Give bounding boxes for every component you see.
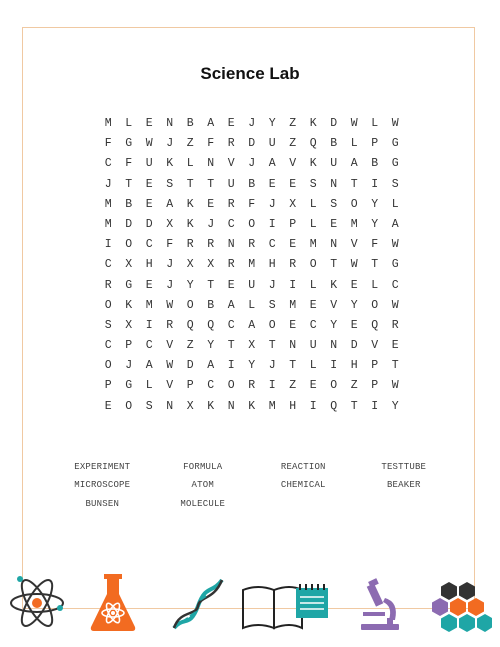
grid-letter: L <box>145 379 153 393</box>
grid-letter: T <box>207 278 215 292</box>
grid-letter: H <box>268 258 276 272</box>
grid-letter: K <box>309 157 317 171</box>
grid-letter: P <box>371 359 379 373</box>
grid-letter: F <box>104 137 112 151</box>
grid-letter: Y <box>268 117 276 130</box>
grid-letter: M <box>145 298 153 312</box>
grid-letter: J <box>207 217 215 231</box>
grid-letter: V <box>371 339 379 353</box>
grid-letter: V <box>330 298 338 312</box>
grid-letter: V <box>227 157 235 171</box>
grid-letter: A <box>227 298 235 312</box>
word-list-item: REACTION <box>280 462 326 472</box>
grid-letter: U <box>268 137 276 151</box>
grid-letter: W <box>166 359 174 373</box>
grid-letter: O <box>248 217 256 231</box>
grid-letter: L <box>309 217 317 231</box>
grid-letter: Q <box>207 318 215 332</box>
grid-letter: K <box>166 157 174 171</box>
grid-letter: K <box>125 298 133 312</box>
grid-letter: T <box>371 258 379 272</box>
grid-letter: D <box>330 117 338 130</box>
grid-letter: R <box>248 379 256 393</box>
grid-letter: F <box>207 137 215 151</box>
grid-letter: Y <box>248 359 256 373</box>
dna-icon <box>170 576 226 632</box>
grid-letter: E <box>391 339 399 353</box>
grid-letter: Z <box>186 339 194 353</box>
grid-letter: Z <box>186 137 194 151</box>
grid-letter: F <box>125 157 133 171</box>
grid-letter: T <box>207 177 215 191</box>
grid-letter: D <box>186 359 194 373</box>
grid-letter: I <box>289 278 297 292</box>
grid-letter: S <box>391 177 399 191</box>
grid-letter: R <box>186 238 194 252</box>
grid-letter: T <box>186 177 194 191</box>
grid-letter: I <box>309 399 317 413</box>
grid-letter: D <box>145 217 153 231</box>
grid-letter: W <box>166 298 174 312</box>
grid-letter: C <box>309 318 317 332</box>
grid-letter: Y <box>391 399 399 413</box>
grid-letter: N <box>330 339 338 353</box>
grid-letter: L <box>309 197 317 211</box>
grid-letter: R <box>391 318 399 332</box>
grid-letter: E <box>289 238 297 252</box>
grid-letter: L <box>248 298 256 312</box>
grid-letter: N <box>289 339 297 353</box>
grid-letter: O <box>186 298 194 312</box>
grid-letter: P <box>289 217 297 231</box>
grid-letter: B <box>186 117 194 130</box>
grid-letter: W <box>350 258 358 272</box>
word-list-item: BUNSEN <box>85 498 120 509</box>
grid-letter: S <box>166 177 174 191</box>
grid-letter: R <box>166 318 174 332</box>
grid-letter: P <box>371 379 379 393</box>
grid-letter: B <box>207 298 215 312</box>
grid-letter: Z <box>350 379 358 393</box>
grid-letter: Q <box>309 137 317 151</box>
grid-letter: I <box>227 359 235 373</box>
grid-letter: E <box>309 298 317 312</box>
letter-grid <box>98 114 406 417</box>
grid-letter: S <box>330 197 338 211</box>
grid-letter: E <box>145 117 153 130</box>
grid-letter: T <box>289 359 297 373</box>
grid-letter: O <box>125 238 133 252</box>
grid-letter: E <box>350 318 358 332</box>
grid-letter: V <box>289 157 297 171</box>
atom-icon <box>8 570 66 632</box>
grid-letter: L <box>309 359 317 373</box>
grid-letter: G <box>391 258 399 272</box>
grid-letter: J <box>104 177 112 191</box>
grid-letter: T <box>350 399 358 413</box>
grid-letter: M <box>248 258 256 272</box>
flask-icon <box>88 572 138 634</box>
microscope-icon <box>355 578 403 632</box>
grid-letter: R <box>227 258 235 272</box>
grid-letter: T <box>350 177 358 191</box>
grid-letter: K <box>248 399 256 413</box>
word-list-item: MOLECULE <box>180 498 226 509</box>
grid-letter: E <box>207 197 215 211</box>
grid-letter: C <box>145 238 153 252</box>
grid-letter: Z <box>289 137 297 151</box>
grid-letter: G <box>125 278 133 292</box>
grid-letter: M <box>104 217 112 231</box>
grid-letter: A <box>207 359 215 373</box>
grid-letter: S <box>309 177 317 191</box>
word-list-item: FORMULA <box>183 462 223 472</box>
grid-letter: Y <box>330 318 338 332</box>
grid-letter: W <box>391 379 399 393</box>
grid-letter: N <box>166 117 174 130</box>
icon-strip <box>0 570 500 647</box>
grid-letter: C <box>207 379 215 393</box>
word-list-item: TESTTUBE <box>381 462 427 472</box>
grid-letter: Y <box>371 197 379 211</box>
grid-letter: X <box>248 339 256 353</box>
word-list-item: ATOM <box>191 480 214 491</box>
grid-letter: O <box>125 399 133 413</box>
word-list-item: MICROSCOPE <box>74 480 131 491</box>
grid-letter: U <box>248 278 256 292</box>
grid-letter: V <box>166 339 174 353</box>
grid-letter: J <box>125 359 133 373</box>
grid-letter: R <box>104 278 112 292</box>
grid-letter: U <box>309 339 317 353</box>
grid-letter: Q <box>330 399 338 413</box>
grid-letter: E <box>227 278 235 292</box>
grid-letter: V <box>166 379 174 393</box>
grid-letter: I <box>371 399 379 413</box>
page-title: Science Lab <box>200 64 300 83</box>
grid-letter: R <box>248 238 256 252</box>
word-list-item: CHEMICAL <box>280 480 326 491</box>
grid-letter: C <box>104 157 112 171</box>
grid-letter: U <box>227 177 235 191</box>
grid-letter: E <box>350 278 358 292</box>
grid-letter: U <box>330 157 338 171</box>
grid-letter: F <box>248 197 256 211</box>
grid-letter: N <box>227 238 235 252</box>
grid-letter: R <box>289 258 297 272</box>
grid-letter: T <box>330 258 338 272</box>
grid-letter: C <box>227 217 235 231</box>
grid-letter: Q <box>186 318 194 332</box>
molecule-icon <box>430 580 492 636</box>
grid-letter: E <box>104 399 112 413</box>
grid-letter: J <box>248 157 256 171</box>
grid-letter: E <box>289 177 297 191</box>
grid-letter: I <box>330 359 338 373</box>
grid-letter: O <box>268 318 276 332</box>
grid-letter: Q <box>371 318 379 332</box>
grid-letter: N <box>207 157 215 171</box>
grid-letter: V <box>350 238 358 252</box>
grid-letter: B <box>125 197 133 211</box>
grid-letter: N <box>166 399 174 413</box>
grid-letter: X <box>186 399 194 413</box>
grid-letter: D <box>248 137 256 151</box>
grid-letter: J <box>248 117 256 130</box>
grid-letter: E <box>145 177 153 191</box>
grid-letter: P <box>125 339 133 353</box>
grid-letter: W <box>145 137 153 151</box>
grid-letter: Y <box>350 298 358 312</box>
grid-letter: K <box>186 197 194 211</box>
grid-letter: X <box>166 217 174 231</box>
grid-letter: C <box>145 339 153 353</box>
grid-letter: N <box>227 399 235 413</box>
grid-letter: P <box>104 379 112 393</box>
grid-letter: M <box>104 197 112 211</box>
grid-letter: M <box>289 298 297 312</box>
grid-letter: E <box>268 177 276 191</box>
grid-letter: F <box>371 238 379 252</box>
grid-letter: A <box>248 318 256 332</box>
grid-letter: B <box>248 177 256 191</box>
grid-letter: M <box>104 117 112 130</box>
grid-letter: H <box>350 359 358 373</box>
grid-letter: J <box>166 258 174 272</box>
grid-letter: X <box>186 258 194 272</box>
grid-letter: J <box>268 278 276 292</box>
grid-letter: R <box>207 238 215 252</box>
grid-letter: D <box>350 339 358 353</box>
grid-letter: O <box>309 258 317 272</box>
grid-letter: W <box>391 298 399 312</box>
grid-letter: L <box>186 157 194 171</box>
grid-letter: S <box>268 298 276 312</box>
grid-letter: L <box>125 117 133 130</box>
grid-letter: M <box>309 238 317 252</box>
grid-letter: E <box>227 117 235 130</box>
grid-letter: U <box>145 157 153 171</box>
grid-letter: I <box>371 177 379 191</box>
grid-letter: E <box>289 318 297 332</box>
grid-letter: S <box>104 318 112 332</box>
grid-letter: B <box>371 157 379 171</box>
grid-letter: A <box>166 197 174 211</box>
grid-letter: Z <box>289 117 297 130</box>
grid-letter: E <box>145 197 153 211</box>
grid-letter: L <box>371 117 379 130</box>
grid-letter: O <box>330 379 338 393</box>
grid-letter: E <box>145 278 153 292</box>
grid-letter: W <box>391 238 399 252</box>
grid-letter: G <box>391 137 399 151</box>
word-list-item: EXPERIMENT <box>74 462 131 472</box>
grid-letter: K <box>330 278 338 292</box>
grid-letter: I <box>268 379 276 393</box>
grid-letter: L <box>371 278 379 292</box>
word-list <box>52 461 454 516</box>
grid-letter: A <box>350 157 358 171</box>
grid-letter: I <box>104 238 112 252</box>
grid-letter: W <box>391 117 399 130</box>
grid-letter: K <box>207 399 215 413</box>
book-icon <box>240 582 332 632</box>
grid-letter: T <box>391 359 399 373</box>
grid-letter: S <box>145 399 153 413</box>
grid-letter: R <box>227 197 235 211</box>
grid-letter: X <box>125 318 133 332</box>
grid-letter: G <box>125 137 133 151</box>
grid-letter: L <box>391 197 399 211</box>
grid-letter: X <box>207 258 215 272</box>
grid-letter: B <box>330 137 338 151</box>
grid-letter: T <box>125 177 133 191</box>
grid-letter: Z <box>289 379 297 393</box>
grid-letter: C <box>104 339 112 353</box>
grid-letter: J <box>268 197 276 211</box>
grid-letter: C <box>268 238 276 252</box>
grid-letter: C <box>391 278 399 292</box>
grid-letter: O <box>104 359 112 373</box>
grid-letter: G <box>125 379 133 393</box>
grid-letter: K <box>309 117 317 130</box>
grid-letter: K <box>186 217 194 231</box>
grid-letter: E <box>309 379 317 393</box>
grid-letter: P <box>186 379 194 393</box>
grid-letter: A <box>207 117 215 130</box>
grid-letter: M <box>268 399 276 413</box>
grid-letter: L <box>309 278 317 292</box>
grid-letter: O <box>104 298 112 312</box>
grid-letter: X <box>289 197 297 211</box>
grid-letter: Y <box>371 217 379 231</box>
grid-letter: J <box>166 278 174 292</box>
grid-letter: C <box>227 318 235 332</box>
grid-letter: E <box>330 217 338 231</box>
grid-letter: L <box>350 137 358 151</box>
grid-letter: A <box>391 217 399 231</box>
grid-letter: P <box>371 137 379 151</box>
grid-letter: C <box>104 258 112 272</box>
grid-letter: G <box>391 157 399 171</box>
grid-letter: M <box>350 217 358 231</box>
grid-letter: N <box>330 177 338 191</box>
grid-letter: O <box>227 379 235 393</box>
grid-letter: W <box>350 117 358 130</box>
grid-letter: A <box>145 359 153 373</box>
grid-letter: H <box>145 258 153 272</box>
grid-letter: Y <box>186 278 194 292</box>
grid-letter: J <box>166 137 174 151</box>
grid-letter: T <box>268 339 276 353</box>
grid-letter: O <box>350 197 358 211</box>
grid-letter: X <box>125 258 133 272</box>
grid-letter: I <box>145 318 153 332</box>
grid-letter: J <box>268 359 276 373</box>
grid-letter: N <box>330 238 338 252</box>
grid-letter: F <box>166 238 174 252</box>
grid-letter: I <box>268 217 276 231</box>
grid-letter: H <box>289 399 297 413</box>
grid-letter: R <box>227 137 235 151</box>
grid-letter: O <box>371 298 379 312</box>
grid-letter: D <box>125 217 133 231</box>
grid-letter: Y <box>207 339 215 353</box>
grid-letter: T <box>227 339 235 353</box>
word-list-item: BEAKER <box>386 480 421 491</box>
grid-letter: A <box>268 157 276 171</box>
